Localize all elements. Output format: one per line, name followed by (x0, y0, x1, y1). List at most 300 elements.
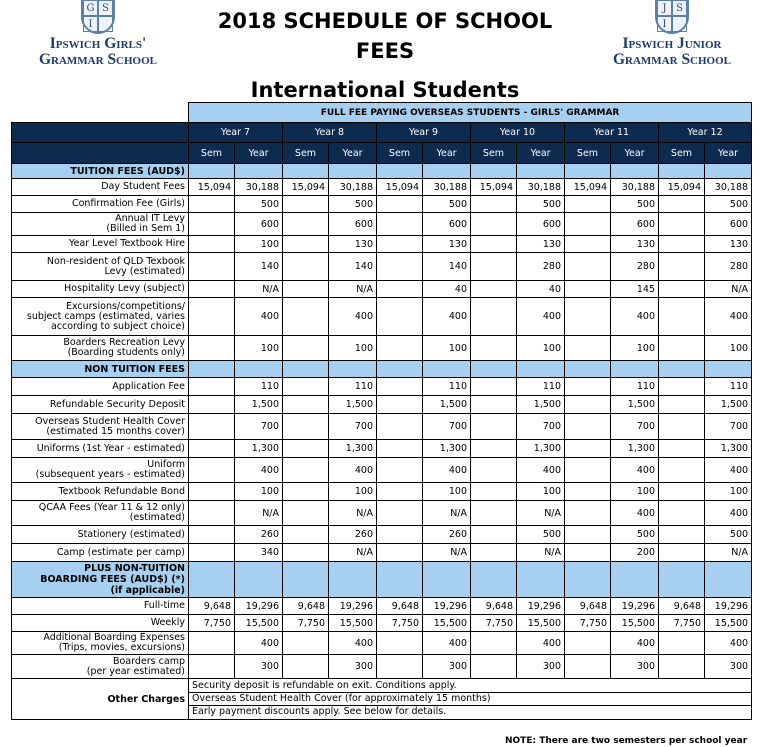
fee-cell: 30,188 (235, 179, 283, 196)
blank-cell (705, 562, 752, 598)
table-row (12, 336, 752, 361)
sem-header: Sem (377, 143, 423, 164)
table-row (12, 458, 752, 483)
table-row (12, 655, 752, 679)
fee-cell: 280 (517, 253, 565, 281)
fee-cell (471, 213, 517, 236)
blank-cell (377, 164, 423, 179)
fee-cell: 1,500 (705, 396, 752, 414)
year-header: Year 9 (377, 123, 471, 143)
fee-cell (565, 632, 611, 655)
section-heading-line: (if applicable) (110, 585, 185, 596)
fee-cell: 15,500 (705, 615, 752, 632)
row-label-line: Uniforms (1st Year - estimated) (36, 442, 185, 454)
fee-cell (377, 253, 423, 281)
table-row (12, 298, 752, 336)
fee-cell (377, 655, 423, 679)
fee-cell (283, 632, 329, 655)
fee-cell: 130 (611, 236, 659, 253)
fee-cell (471, 336, 517, 361)
row-label (12, 440, 189, 458)
fee-cell: N/A (517, 501, 565, 526)
fee-cell: 400 (611, 501, 659, 526)
fee-cell: 500 (611, 196, 659, 213)
fee-cell: 300 (423, 655, 471, 679)
row-label-line: Boarders camp (113, 655, 185, 667)
fee-cell (659, 501, 705, 526)
fee-cell: 400 (611, 298, 659, 336)
fee-cell: 30,188 (517, 179, 565, 196)
year-header: Year 10 (471, 123, 565, 143)
blank-cell (423, 361, 471, 378)
fee-cell (283, 655, 329, 679)
row-label-line: (Billed in Sem 1) (106, 223, 185, 234)
fee-cell: 400 (611, 458, 659, 483)
blank-cell (705, 164, 752, 179)
ijgs-logo (582, 0, 762, 68)
fee-cell: 400 (517, 298, 565, 336)
fee-cell (565, 458, 611, 483)
fee-cell: 7,750 (189, 615, 235, 632)
fee-cell (283, 440, 329, 458)
fee-cell: 280 (611, 253, 659, 281)
row-label (12, 236, 189, 253)
fee-cell: 130 (517, 236, 565, 253)
fee-cell: 300 (611, 655, 659, 679)
year-header-sub: Year (423, 143, 471, 164)
fee-cell: 700 (235, 414, 283, 440)
row-label-line: Non-resident of QLD Texbook (46, 255, 185, 267)
table-row (12, 179, 752, 196)
fee-cell: N/A (329, 501, 377, 526)
table-row (12, 544, 752, 562)
fee-cell (283, 253, 329, 281)
fee-cell: 19,296 (705, 598, 752, 615)
row-label (12, 196, 189, 213)
fee-cell (565, 196, 611, 213)
fee-cell: N/A (705, 544, 752, 562)
fee-cell (377, 414, 423, 440)
other-charges-line: Security deposit is refundable on exit. Conditions apply. (189, 680, 751, 693)
fee-cell (659, 236, 705, 253)
fee-cell (377, 298, 423, 336)
year-header-sub: Year (517, 143, 565, 164)
blank-cell (471, 361, 517, 378)
year-header: Year 12 (659, 123, 752, 143)
blank-cell (611, 562, 659, 598)
fee-cell: 260 (329, 526, 377, 544)
fee-cell: 500 (611, 526, 659, 544)
fee-cell: 600 (423, 213, 471, 236)
fee-cell: 1,300 (235, 440, 283, 458)
fee-cell (377, 483, 423, 501)
table-row (12, 213, 752, 236)
fee-cell: 600 (705, 213, 752, 236)
fee-cell: 700 (705, 414, 752, 440)
fee-cell (565, 483, 611, 501)
fee-cell (471, 655, 517, 679)
blank-cell (565, 164, 611, 179)
fee-cell: 100 (235, 483, 283, 501)
row-label (12, 501, 189, 526)
fee-cell (471, 378, 517, 396)
fee-cell (565, 213, 611, 236)
fee-cell (471, 544, 517, 562)
row-label (12, 544, 189, 562)
fee-cell: 300 (235, 655, 283, 679)
fee-cell: 100 (329, 336, 377, 361)
fee-cell: 15,500 (611, 615, 659, 632)
fee-cell: 9,648 (189, 598, 235, 615)
blank-cell (471, 562, 517, 598)
row-label-line: Confirmation Fee (Girls) (71, 198, 185, 209)
fee-cell: 600 (329, 213, 377, 236)
fee-cell: 260 (423, 526, 471, 544)
fee-cell (659, 544, 705, 562)
fee-cell: 600 (235, 213, 283, 236)
fee-cell (377, 378, 423, 396)
fee-cell: N/A (235, 281, 283, 298)
row-label-line: (subsequent years - estimated) (35, 469, 185, 480)
fee-cell: 15,094 (189, 179, 235, 196)
blank-cell (235, 562, 283, 598)
fee-cell: 260 (235, 526, 283, 544)
table-row (12, 164, 752, 179)
fee-cell (283, 458, 329, 483)
fee-cell (471, 281, 517, 298)
fee-cell (189, 378, 235, 396)
row-label (12, 298, 189, 336)
fee-cell (565, 281, 611, 298)
fee-cell (283, 396, 329, 414)
blank-cell (471, 164, 517, 179)
table-row (12, 196, 752, 213)
row-label (12, 253, 189, 281)
fee-cell: 15,094 (283, 179, 329, 196)
fee-cell (283, 336, 329, 361)
blank-cell (423, 164, 471, 179)
fee-cell (565, 544, 611, 562)
blank-cell (235, 361, 283, 378)
fee-cell: 300 (517, 655, 565, 679)
section-heading: TUITION FEES (AUD$) (12, 164, 189, 179)
row-label-line: (estimated) (129, 512, 185, 523)
row-label (12, 458, 189, 483)
fee-cell (565, 236, 611, 253)
fee-cell: 145 (611, 281, 659, 298)
fee-cell: 30,188 (611, 179, 659, 196)
fee-cell: 1,300 (705, 440, 752, 458)
fee-cell (189, 281, 235, 298)
table-row (12, 103, 752, 123)
fee-cell (659, 336, 705, 361)
row-label-line: subject camps (estimated, varies (26, 310, 185, 322)
fee-cell (471, 501, 517, 526)
fee-cell: 1,500 (611, 396, 659, 414)
fee-cell (471, 440, 517, 458)
fee-cell: 9,648 (283, 598, 329, 615)
fee-cell: 400 (517, 458, 565, 483)
row-label-line: (estimated 15 months cover) (46, 425, 185, 437)
row-label-line: (per year estimated) (86, 665, 185, 677)
row-label-line: Stationery (estimated) (77, 528, 185, 540)
table-banner: FULL FEE PAYING OVERSEAS STUDENTS - GIRLS' GRAMMAR (189, 103, 752, 123)
sem-header: Sem (471, 143, 517, 164)
fee-cell (377, 196, 423, 213)
fee-cell (189, 501, 235, 526)
table-row (12, 501, 752, 526)
fee-cell (659, 632, 705, 655)
fee-cell: 19,296 (517, 598, 565, 615)
row-label-line: Camp (estimate per camp) (56, 546, 185, 558)
table-row (12, 123, 752, 143)
blank-cell (705, 361, 752, 378)
fee-cell: 40 (517, 281, 565, 298)
row-label-line: Full-time (143, 600, 185, 611)
year-header-sub: Year (329, 143, 377, 164)
section-heading-line: PLUS NON-TUITION (84, 563, 185, 574)
fee-cell: 1,500 (329, 396, 377, 414)
fee-cell: N/A (329, 281, 377, 298)
fee-cell: 110 (517, 378, 565, 396)
table-row (12, 378, 752, 396)
fee-cell: 140 (329, 253, 377, 281)
year-header-sub: Year (611, 143, 659, 164)
fee-cell (471, 298, 517, 336)
fee-cell (659, 253, 705, 281)
fee-cell: 19,296 (235, 598, 283, 615)
fee-cell (659, 458, 705, 483)
table-row (12, 361, 752, 378)
fee-cell (565, 396, 611, 414)
igs-school-name: Ipswich Girls' Grammar School (38, 35, 158, 68)
fee-cell: 400 (705, 458, 752, 483)
blank-cell (189, 164, 235, 179)
fee-cell: 7,750 (283, 615, 329, 632)
blank-cell (659, 361, 705, 378)
fee-cell (565, 526, 611, 544)
fee-cell: 15,500 (329, 615, 377, 632)
fee-cell (283, 501, 329, 526)
fee-cell: 1,500 (235, 396, 283, 414)
fee-cell (189, 253, 235, 281)
table-row (12, 414, 752, 440)
fee-cell: 19,296 (423, 598, 471, 615)
fee-cell: 400 (329, 458, 377, 483)
fee-cell: 400 (705, 501, 752, 526)
table-row (12, 483, 752, 501)
row-label-line: Boarders Recreation Levy (63, 337, 185, 348)
fees-table (11, 102, 752, 720)
fee-cell: 600 (611, 213, 659, 236)
fee-cell: 15,094 (565, 179, 611, 196)
fee-cell: 30,188 (423, 179, 471, 196)
fee-cell: 140 (235, 253, 283, 281)
other-charges-line: Early payment discounts apply. See below for details. (192, 706, 447, 717)
fee-cell: 400 (423, 298, 471, 336)
fee-cell: 400 (705, 298, 752, 336)
fee-cell: 280 (705, 253, 752, 281)
fee-cell: 1,300 (517, 440, 565, 458)
row-label (12, 483, 189, 501)
table-row (12, 615, 752, 632)
fee-cell (283, 298, 329, 336)
table-row (12, 440, 752, 458)
fee-cell: 110 (705, 378, 752, 396)
fee-cell (189, 336, 235, 361)
fee-cell (471, 414, 517, 440)
ijgs-school-name: Ipswich Junior Grammar School (612, 35, 732, 68)
fee-cell (189, 396, 235, 414)
fee-cell: 1,300 (329, 440, 377, 458)
fee-cell (189, 196, 235, 213)
fee-cell (283, 236, 329, 253)
fee-cell: N/A (235, 501, 283, 526)
table-row (12, 632, 752, 655)
fee-cell: 130 (423, 236, 471, 253)
table-row (12, 236, 752, 253)
row-label-line: Levy (estimated) (104, 265, 185, 277)
fee-cell: 100 (705, 483, 752, 501)
row-label (12, 414, 189, 440)
footnote: NOTE: There are two semesters per school year (505, 736, 748, 746)
header-label-cell (12, 123, 189, 143)
fee-cell (659, 526, 705, 544)
fee-cell: N/A (705, 281, 752, 298)
row-label (12, 179, 189, 196)
sem-header: Sem (565, 143, 611, 164)
row-label (12, 655, 189, 679)
fee-cell: N/A (517, 544, 565, 562)
fee-cell: 700 (329, 414, 377, 440)
blank-cell (189, 361, 235, 378)
fee-cell: 400 (611, 632, 659, 655)
blank-cell (517, 562, 565, 598)
igs-crest-icon: G S I (81, 0, 115, 34)
fee-cell: 400 (517, 632, 565, 655)
blank-cell (329, 361, 377, 378)
blank-cell (565, 361, 611, 378)
fee-cell (283, 483, 329, 501)
sem-header: Sem (189, 143, 235, 164)
fee-cell: 700 (423, 414, 471, 440)
blank-cell (283, 562, 329, 598)
fee-cell: 130 (705, 236, 752, 253)
table-row (12, 281, 752, 298)
fee-cell (189, 526, 235, 544)
row-label (12, 615, 189, 632)
other-charges-line: Overseas Student Health Cover (for approximately 15 months) (189, 693, 751, 706)
fee-cell: N/A (423, 501, 471, 526)
fee-cell: 40 (423, 281, 471, 298)
fee-cell (659, 396, 705, 414)
row-label (12, 396, 189, 414)
section-heading: NON TUITION FEES (12, 361, 189, 378)
fee-cell (377, 336, 423, 361)
fee-cell (659, 655, 705, 679)
fee-cell (659, 213, 705, 236)
fee-cell (283, 213, 329, 236)
fee-cell: 200 (611, 544, 659, 562)
fee-cell (659, 281, 705, 298)
fee-cell: 15,094 (377, 179, 423, 196)
fee-cell: 500 (235, 196, 283, 213)
sem-header: Sem (659, 143, 705, 164)
fee-cell: 7,750 (565, 615, 611, 632)
other-charges-notes (189, 679, 752, 720)
row-label (12, 598, 189, 615)
fee-cell (189, 213, 235, 236)
fee-cell (377, 440, 423, 458)
fee-cell (189, 544, 235, 562)
fee-cell (283, 544, 329, 562)
fee-cell (659, 378, 705, 396)
fee-cell: 110 (235, 378, 283, 396)
fee-cell: 700 (517, 414, 565, 440)
fee-cell (471, 196, 517, 213)
fee-cell: 15,500 (235, 615, 283, 632)
fee-cell: 15,094 (659, 179, 705, 196)
fee-cell (377, 501, 423, 526)
fee-cell: N/A (423, 544, 471, 562)
row-label-line: Year Level Textbook Hire (69, 238, 185, 249)
fee-cell (565, 298, 611, 336)
fee-cell (471, 458, 517, 483)
fee-cell (189, 440, 235, 458)
year-header: Year 7 (189, 123, 283, 143)
fee-cell: 9,648 (471, 598, 517, 615)
blank-cell (659, 562, 705, 598)
row-label (12, 213, 189, 236)
fee-cell (189, 632, 235, 655)
row-label-line: (Boarding students only) (67, 347, 185, 358)
section-heading-line: BOARDING FEES (AUD$) (*) (40, 574, 185, 585)
table-row (12, 679, 752, 720)
row-label (12, 632, 189, 655)
fee-cell: 500 (423, 196, 471, 213)
blank-cell (517, 361, 565, 378)
fee-cell (189, 458, 235, 483)
fee-cell (471, 632, 517, 655)
table-row (12, 562, 752, 598)
other-charges-label: Other Charges (12, 679, 189, 720)
fee-cell (377, 281, 423, 298)
blank-cell (565, 562, 611, 598)
fee-cell: 1,500 (423, 396, 471, 414)
fee-cell (565, 336, 611, 361)
fee-cell (283, 196, 329, 213)
page-title: 2018 SCHEDULE OF SCHOOL FEES (217, 9, 553, 63)
fee-cell: 30,188 (329, 179, 377, 196)
fee-cell: 7,750 (659, 615, 705, 632)
fee-cell: 400 (235, 458, 283, 483)
fee-cell (659, 483, 705, 501)
fee-cell (189, 298, 235, 336)
fee-cell (283, 378, 329, 396)
fee-cell (471, 396, 517, 414)
fee-cell (283, 281, 329, 298)
fee-cell: 7,750 (377, 615, 423, 632)
fee-cell: 400 (705, 632, 752, 655)
table-row (12, 253, 752, 281)
row-label (12, 526, 189, 544)
fee-cell (471, 526, 517, 544)
fee-cell (377, 458, 423, 483)
row-label (12, 281, 189, 298)
row-label-line: Application Fee (112, 380, 185, 392)
table-row (12, 396, 752, 414)
fee-cell: 400 (423, 458, 471, 483)
